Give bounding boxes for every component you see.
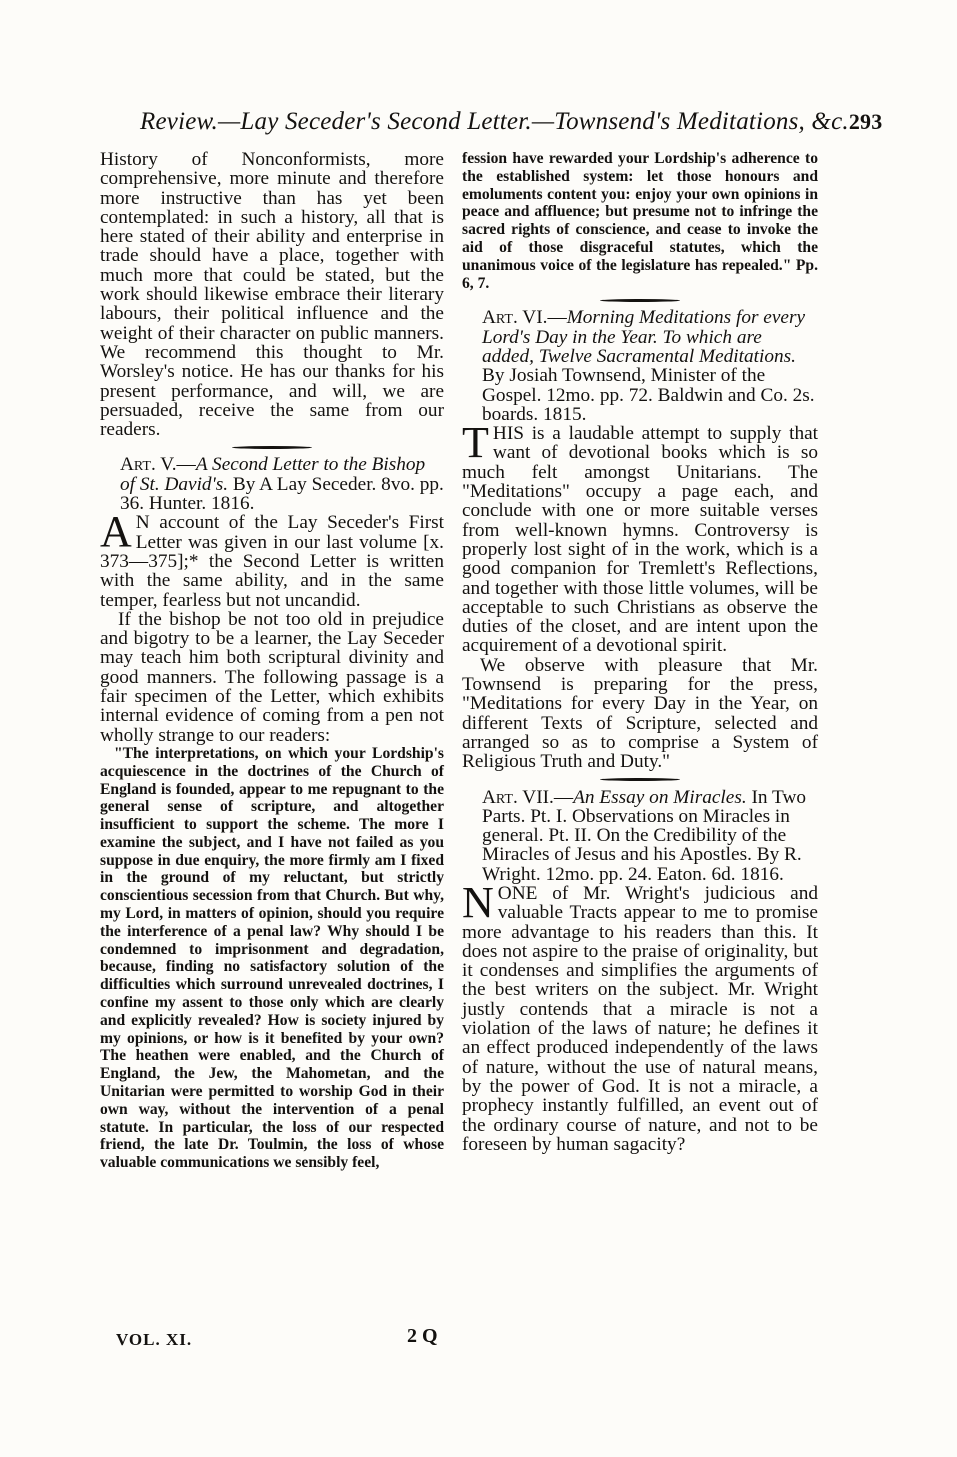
- signature-mark: 2 Q: [407, 1325, 438, 1347]
- article-7-label: Art. VII.: [482, 786, 554, 808]
- article-6-details: By Josiah Townsend, Minister of the Gospel. 12mo. pp. 72. Baldwin and Co. 2s. boards. 1815.: [482, 365, 815, 425]
- section-divider: [462, 292, 818, 308]
- article-6-title: Morning Meditations for every Lord's Day in the Year. To which are added, Twelve Sacramental Meditations.: [482, 307, 806, 367]
- page-number: 293: [848, 109, 883, 134]
- running-head: [140, 108, 883, 148]
- article-6-paragraph-2: We observe with pleasure that Mr. Townsend is preparing for the press, "Meditations for every Day in the Year, on different Texts of Scripture, selected and arranged so as to comprise a System of Religious Truth and Duty.": [462, 654, 818, 773]
- article-7-title: An Essay on Miracles.: [573, 786, 747, 808]
- quote-continued-text: fession have rewarded your Lordship's adherence to the established system: let those honours and emoluments content you: enjoy your own opinions in peace and affluence; but presume not to infringe the sacred rights of conscience, and cease to invoke the aid of those disgraceful statutes, which the unanimous voice of the legislature has repealed." Pp. 6, 7.: [462, 150, 818, 292]
- article-5-paragraph-1: A N account of the Lay Seceder's First Letter was given in our last volume [x. 373—375];* the Second Letter is written with the same ability, and in the same temper, fearless but not uncandid.: [100, 507, 444, 611]
- drop-cap: T: [462, 418, 489, 468]
- section-divider: [462, 772, 818, 788]
- left-column: [100, 150, 444, 1172]
- article-5-title: A Second Letter to the Bishop of St. David's.: [120, 454, 426, 495]
- article-6-paragraph-1: THIS is a laudable attempt to supply that want of devotional books which is so much felt amongst Unitarians. The "Meditations" occupy a page each, and conclude with one or more suitable verses from well-known hymns. Controversy is properly lost sight of in the work, which is a good companion for Tremlett's Reflections, and together with those little volumes, will be acceptable to such Christians as observe the duties of the closet, and are intent upon the acquirement of a devotional spirit.: [462, 418, 818, 657]
- article-5-paragraph-2: If the bishop be not too old in prejudice and bigotry to be a learner, the Lay Seceder may teach him both scriptural divinity and good manners. The following passage is a fair specimen of the Letter, which exhibits internal evidence of coming from a pen not wholly strange to our readers:: [100, 608, 444, 746]
- running-head-title: Review.—Lay Seceder's Second Letter.—Townsend's Meditations, &c.: [140, 108, 849, 135]
- article-5-label: Art. V.: [120, 454, 177, 476]
- block-quote: [100, 745, 444, 1172]
- article-7-heading: Art. VII.—An Essay on Miracles. In Two Parts. Pt. I. Observations on Miracles in general. Pt. II. On the Credibility of the Miracles of Jesus and his Apostles. By R. Wright. 12mo. pp. 24. Eaton. 6d. 1816.: [482, 786, 807, 885]
- article-7-paragraph-1: NONE of Mr. Wright's judicious and valuable Tracts appear to me to promise more advantage to his readers than this. It does not aspire to the praise of originality, but it condenses and simplifies the arguments of the best writers on the subject. Mr. Wright justly contends that a miracle is not a violation of the laws of nature; he defines it an effect produced independently of the laws of nature, without the use of natural means, by the power of God. It is not a miracle, a prophecy instantly fulfilled, an event out of the ordinary course of nature, and not to be foreseen by human sagacity?: [462, 877, 818, 1155]
- article-6-heading: Art. VI.—Morning Meditations for every Lord's Day in the Year. To which are added, Twelve Sacramental Meditations. By Josiah Townsend, Minister of the Gospel. 12mo. pp. 72. Baldwin and Co. 2s. boards. 1815.: [482, 307, 815, 425]
- block-quote-continued: [462, 150, 818, 292]
- article-5-heading: Art. V.—A Second Letter to the Bishop of St. David's. By A Lay Seceder. 8vo. pp. 36. Hunter. 1816.: [120, 454, 444, 515]
- volume-footer: VOL. XI.: [116, 1330, 193, 1349]
- quote-text: "The interpretations, on which your Lordship's acquiescence in the doctrines of the Church of England is founded, appear to me repugnant to the general sense of scripture, and altogether insufficient to support the scheme. The more I examine the subject, and I have not failed as you suppose in due enquiry, the more firmly am I fixed in the ground of my reluctant, but strictly conscientious secession from that Church. But why, my Lord, in matters of opinion, should you require the interference of a penal law? Why should I be condemned to imprisonment and degradation, because, finding no satisfactory solution of the difficulties which surround unrevealed doctrines, I confine my assent to those only which are clearly and explicitly revealed? How is society injured by my opinions, or how is it benefited by your own? The heathen were enabled, and the Church of England, the Jew, the Mahometan, and the Unitarian were permitted to worship God in their own way, without the intervention of a penal statute. In particular, the loss of our respected friend, the late Dr. Toulmin, the loss of whose valuable communications we sensibly feel,: [100, 744, 444, 1172]
- article-7-details: In Two Parts. Pt. I. Observations on Miracles in general. Pt. II. On the Credibility of the Miracles of Jesus and his Apostles. By R. Wright. 12mo. pp. 24. Eaton. 6d. 1816.: [482, 786, 807, 885]
- section-divider: [100, 439, 444, 455]
- left-paragraph-1: History of Nonconformists, more comprehensive, more minute and therefore more instructive than has yet been contemplated: in such a history, all that is here stated of their ability and enterprise in trade should have a place, together with much more that could be stated, but the work should likewise embrace their literary labours, their political influence and the weight of their character on public manners. We recommend this thought to Mr. Worsley's notice. He has our thanks for his present performance, and will, we are persuaded, receive the same from our readers.: [100, 149, 444, 441]
- drop-cap: N: [462, 877, 494, 927]
- drop-cap: A: [100, 507, 132, 557]
- article-6-label: Art. VI.: [482, 307, 548, 329]
- right-column: [462, 150, 818, 1154]
- article-5-details: By A Lay Seceder. 8vo. pp. 36. Hunter. 1816.: [120, 473, 444, 515]
